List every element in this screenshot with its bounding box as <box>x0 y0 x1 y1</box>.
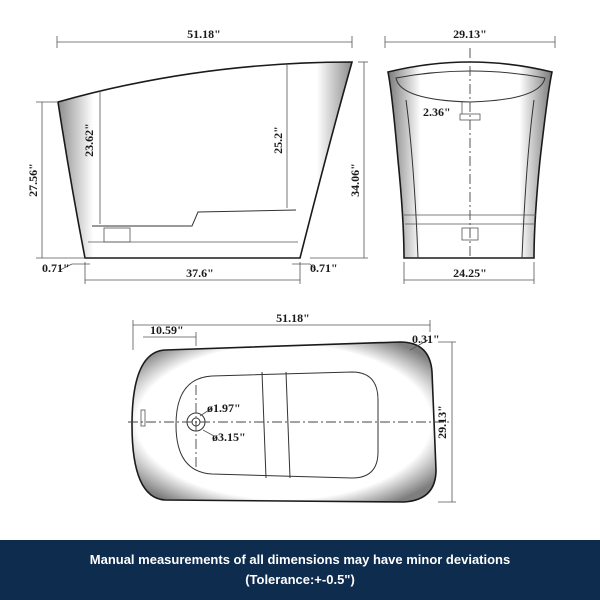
front-base-width-label: 24.25" <box>453 266 487 280</box>
top-corner-radius-label: 0.31" <box>412 332 440 346</box>
top-drain-small-label: ø1.97" <box>207 401 241 415</box>
side-view-tub-body <box>58 62 352 258</box>
top-view <box>128 311 456 502</box>
front-top-width-label: 29.13" <box>453 27 487 41</box>
side-front-height-label: 27.56" <box>26 163 40 197</box>
tolerance-footer <box>0 540 600 600</box>
side-view <box>26 27 368 284</box>
top-drain-large-label: ø3.15" <box>212 430 246 444</box>
front-drain-height-label: 2.36" <box>423 105 451 119</box>
top-width-label: 29.13" <box>435 405 449 439</box>
side-left-offset-label: 0.71" <box>42 261 70 275</box>
side-base-length-label: 37.6" <box>186 266 214 280</box>
footer-line-1: Manual measurements of all dimensions may have minor deviations <box>89 552 511 567</box>
footer-line-2: (Tolerance:+-0.5") <box>245 572 355 587</box>
top-overall-length-label: 51.18" <box>276 311 310 325</box>
side-right-offset-label: 0.71" <box>310 261 338 275</box>
side-total-height-label: 34.06" <box>348 163 362 197</box>
top-drain-offset-label: 10.59" <box>150 323 184 337</box>
side-inner-depth-label: 25.2" <box>271 126 285 154</box>
front-view <box>385 27 555 284</box>
side-back-height-label: 23.62" <box>82 123 96 157</box>
side-overall-length-label: 51.18" <box>187 27 221 41</box>
